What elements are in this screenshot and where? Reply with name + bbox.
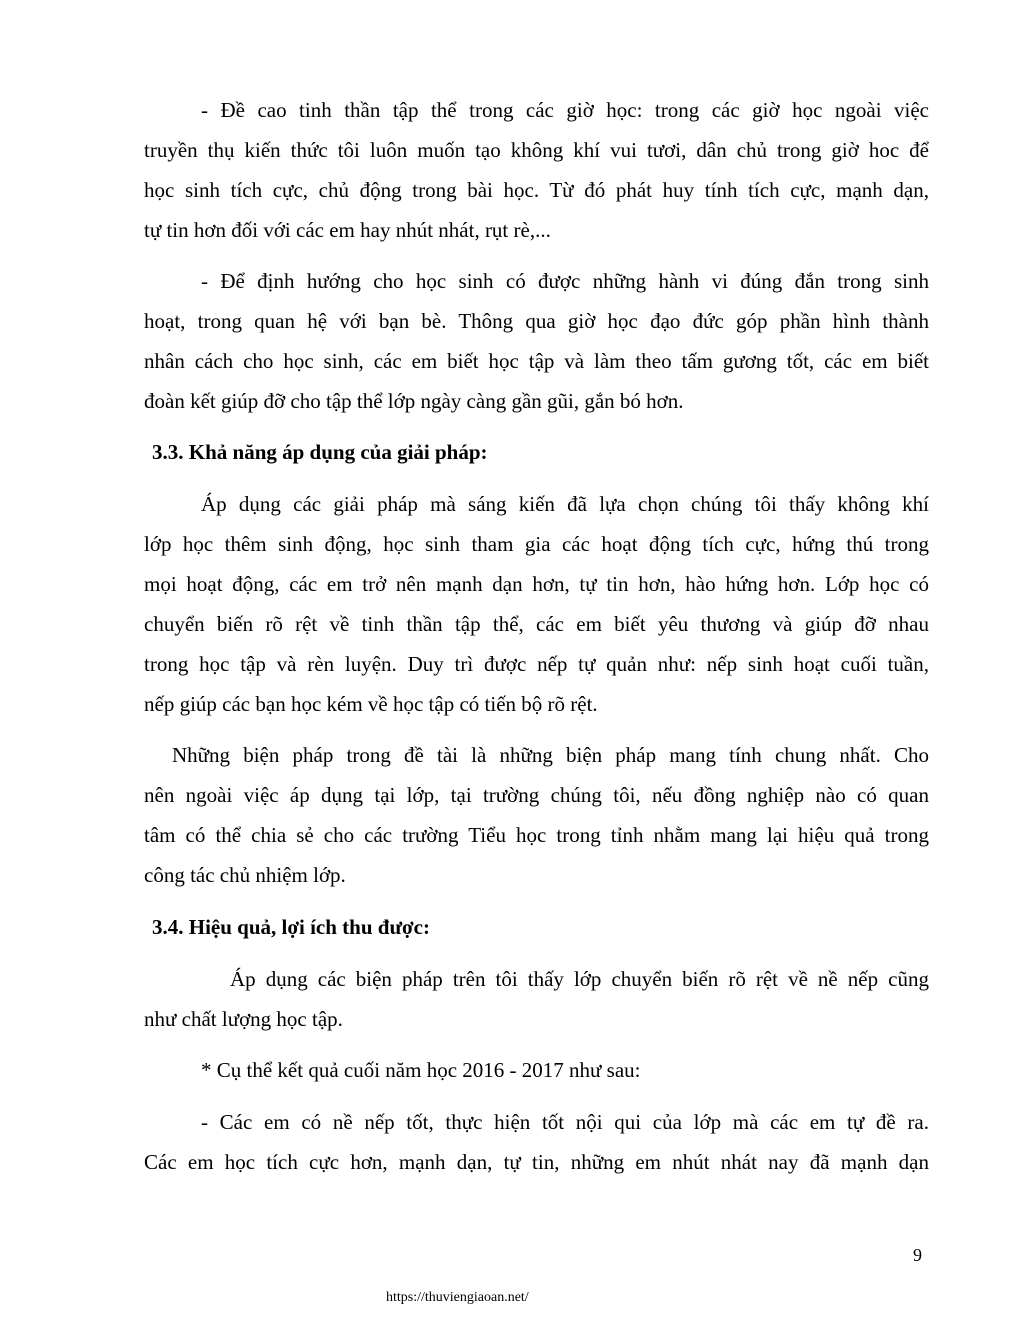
section-heading-3-4: 3.4. Hiệu quả, lợi ích thu được: [152,915,430,939]
page-number: 9 [913,1245,922,1265]
text-line: - Các em có nề nếp tốt, thực hiện tốt nội qui của lớp mà các em tự đề ra. [201,1110,929,1134]
paragraph-dinh-huong [144,261,929,421]
paragraph-tinh-than-tap-the [144,90,929,250]
section-heading-3-3: 3.3. Khả năng áp dụng của giải pháp: [152,440,488,464]
text-line: đoàn kết giúp đỡ cho tập thể lớp ngày càng gần gũi, gắn bó hơn. [144,389,684,413]
text-line: truyền thụ kiến thức tôi luôn muốn tạo không khí vui tươi, dân chủ trong giờ hoc để [144,138,929,162]
text-line: nếp giúp các bạn học kém về học tập có tiến bộ rõ rệt. [144,692,598,716]
text-line: * Cụ thể kết quả cuối năm học 2016 - 2017 như sau: [201,1058,641,1082]
paragraph-nhung-bien-phap [144,735,929,895]
text-line: chuyển biến rõ rệt về tinh thần tập thể, các em biết yêu thương và giúp đỡ nhau [144,612,929,636]
text-line: Các em học tích cực hơn, mạnh dạn, tự tin, những em nhút nhát nay đã mạnh dạn [144,1150,929,1174]
text-line: như chất lượng học tập. [144,1007,343,1031]
text-line: nhân cách cho học sinh, các em biết học tập và làm theo tấm gương tốt, các em biết [144,349,929,373]
paragraph-kha-nang-ap-dung [144,484,929,724]
text-line: Áp dụng các biện pháp trên tôi thấy lớp chuyển biến rõ rệt về nề nếp cũng [230,967,929,991]
text-line: - Để định hướng cho học sinh có được những hành vi đúng đắn trong sinh [201,269,929,293]
text-line: Những biện pháp trong đề tài là những biện pháp mang tính chung nhất. Cho [172,743,929,767]
text-line: mọi hoạt động, các em trở nên mạnh dạn hơn, tự tin hơn, hào hứng hơn. Lớp học có [144,572,929,596]
paragraph-ne-nep-tot [144,1102,929,1182]
paragraph-ket-qua-cuoi-nam [144,1050,929,1090]
text-line: công tác chủ nhiệm lớp. [144,863,346,887]
text-line: trong học tập và rèn luyện. Duy trì được nếp tự quản như: nếp sinh hoạt cuối tuần, [144,652,929,676]
text-line: tâm có thể chia sẻ cho các trường Tiểu học trong tỉnh nhằm mang lại hiệu quả trong [144,823,929,847]
text-line: hoạt, trong quan hệ với bạn bè. Thông qua giờ học đạo đức góp phần hình thành [144,309,929,333]
text-line: nên ngoài việc áp dụng tại lớp, tại trường chúng tôi, nếu đồng nghiệp nào có quan [144,783,929,807]
paragraph-hieu-qua [144,959,929,1039]
text-line: học sinh tích cực, chủ động trong bài học. Từ đó phát huy tính tích cực, mạnh dạn, [144,178,929,202]
footer-url[interactable]: https://thuviengiaoan.net/ [386,1290,529,1305]
text-line: - Đề cao tinh thần tập thể trong các giờ học: trong các giờ học ngoài việc [201,98,929,122]
text-line: lớp học thêm sinh động, học sinh tham gia các hoạt động tích cực, hứng thú trong [144,532,929,556]
text-line: Áp dụng các giải pháp mà sáng kiến đã lựa chọn chúng tôi thấy không khí [201,492,929,516]
text-line: tự tin hơn đối với các em hay nhút nhát, rụt rè,... [144,218,551,242]
